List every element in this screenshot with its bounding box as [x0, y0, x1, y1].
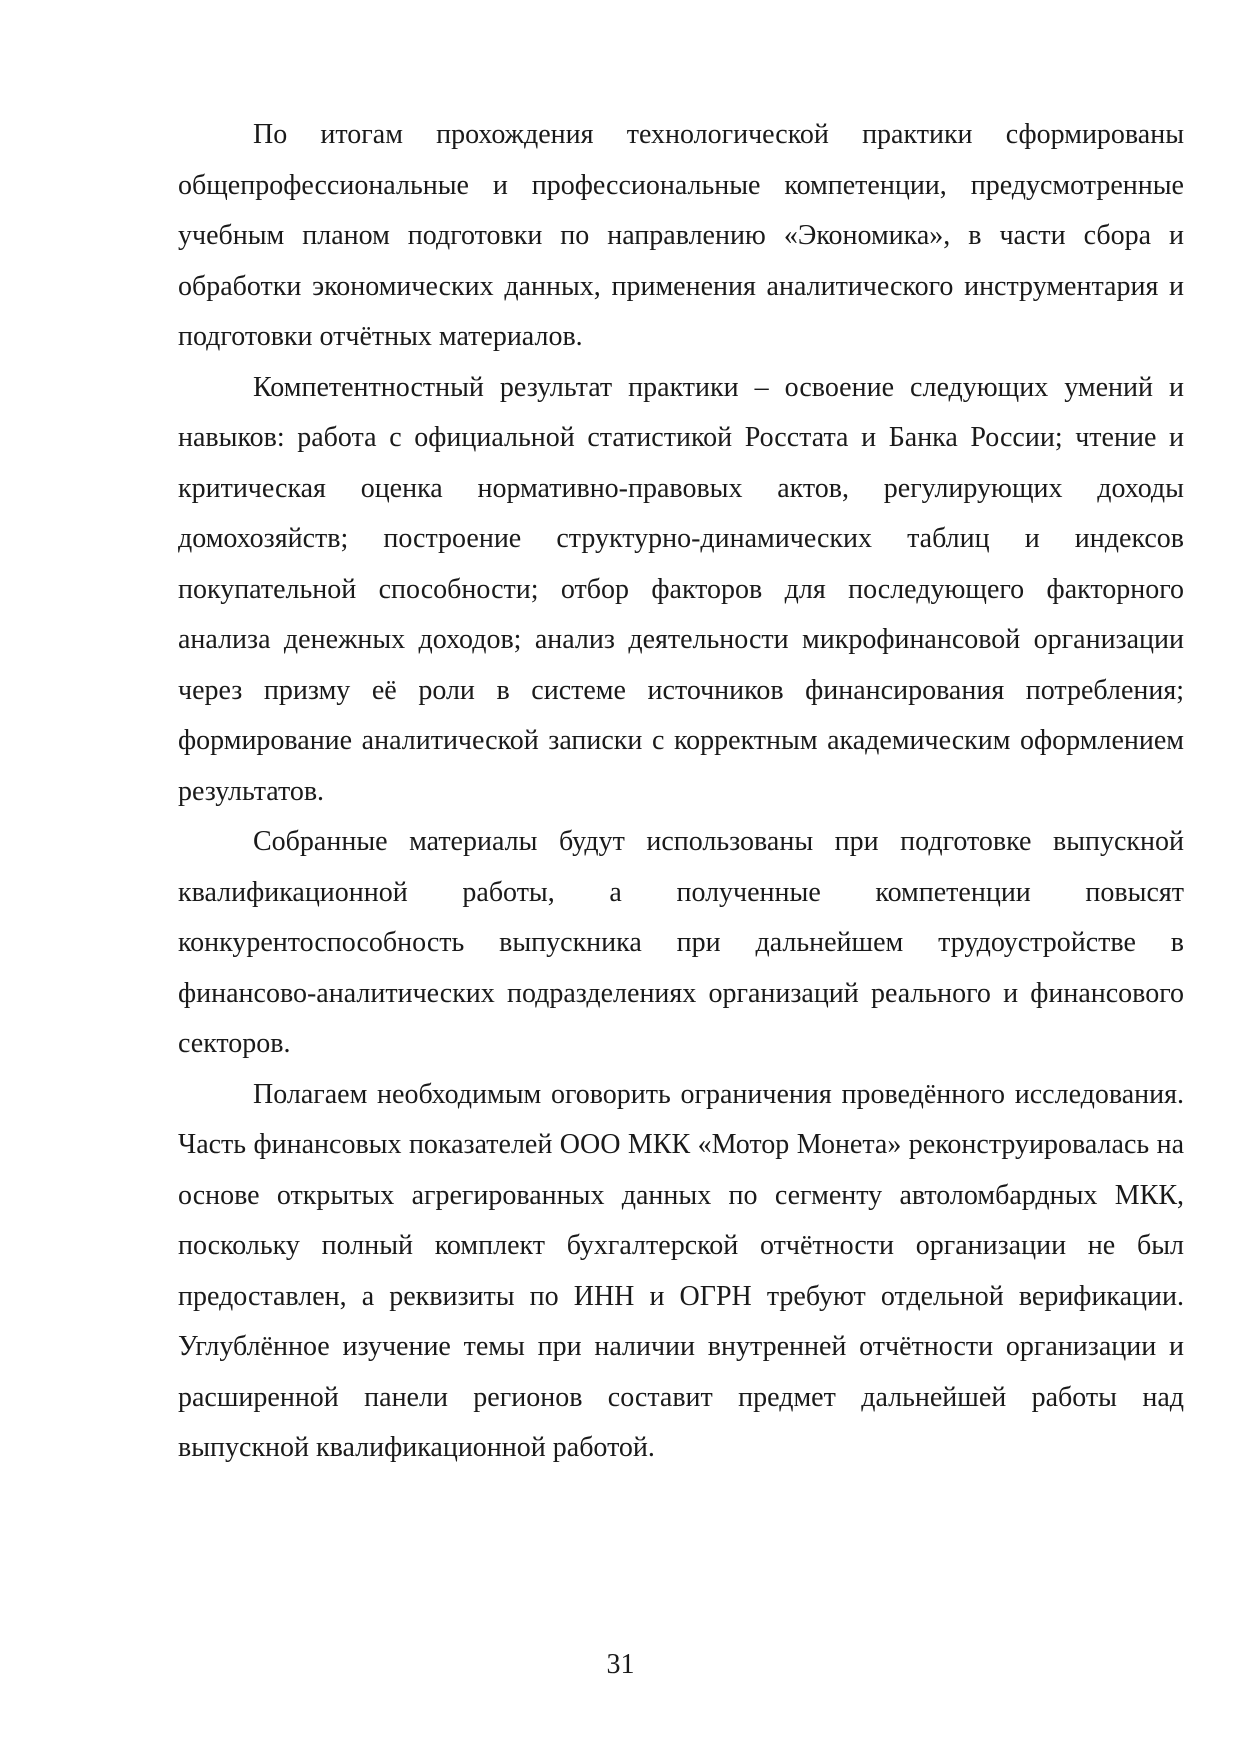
document-body	[178, 110, 1184, 1474]
paragraph-skills: Компетентностный результат практики – освоение следующих умений и навыков: работа с официальной статистикой Росстата и Банка России; чтение и критическая оценка нормативно-правовых актов, регулирующих доходы домохозяйств; построение структурно-динамических таблиц и индексов покупательной способности; отбор факторов для последующего факторного анализа денежных доходов; анализ деятельности микрофинансовой организации через призму её роли в системе источников финансирования потребления; формирование аналитической записки с корректным академическим оформлением результатов.	[178, 371, 1184, 807]
paragraph-competencies: По итогам прохождения технологической практики сформированы общепрофессиональные и профессиональные компетенции, предусмотренные учебным планом подготовки по направлению «Экономика», в части сбора и обработки экономических данных, применения аналитического инструментария и подготовки отчётных материалов.	[178, 119, 1184, 352]
paragraph-materials-usage: Собранные материалы будут использованы при подготовке выпускной квалификационной работы, а полученные компетенции повысят конкурентоспособность выпускника при дальнейшем трудоустройстве в финансово-аналитических подразделениях организаций реального и финансового секторов.	[178, 826, 1184, 1059]
page-number: 31	[606, 1649, 635, 1680]
paragraph-limitations: Полагаем необходимым оговорить ограничения проведённого исследования. Часть финансовых показателей ООО МКК «Мотор Монета» реконструировалась на основе открытых агрегированных данных по сегменту автоломбардных МКК, поскольку полный комплект бухгалтерской отчётности организации не был предоставлен, а реквизиты по ИНН и ОГРН требуют отдельной верификации. Углублённое изучение темы при наличии внутренней отчётности организации и расширенной панели регионов составит предмет дальнейшей работы над выпускной квалификационной работой.	[178, 1078, 1184, 1463]
